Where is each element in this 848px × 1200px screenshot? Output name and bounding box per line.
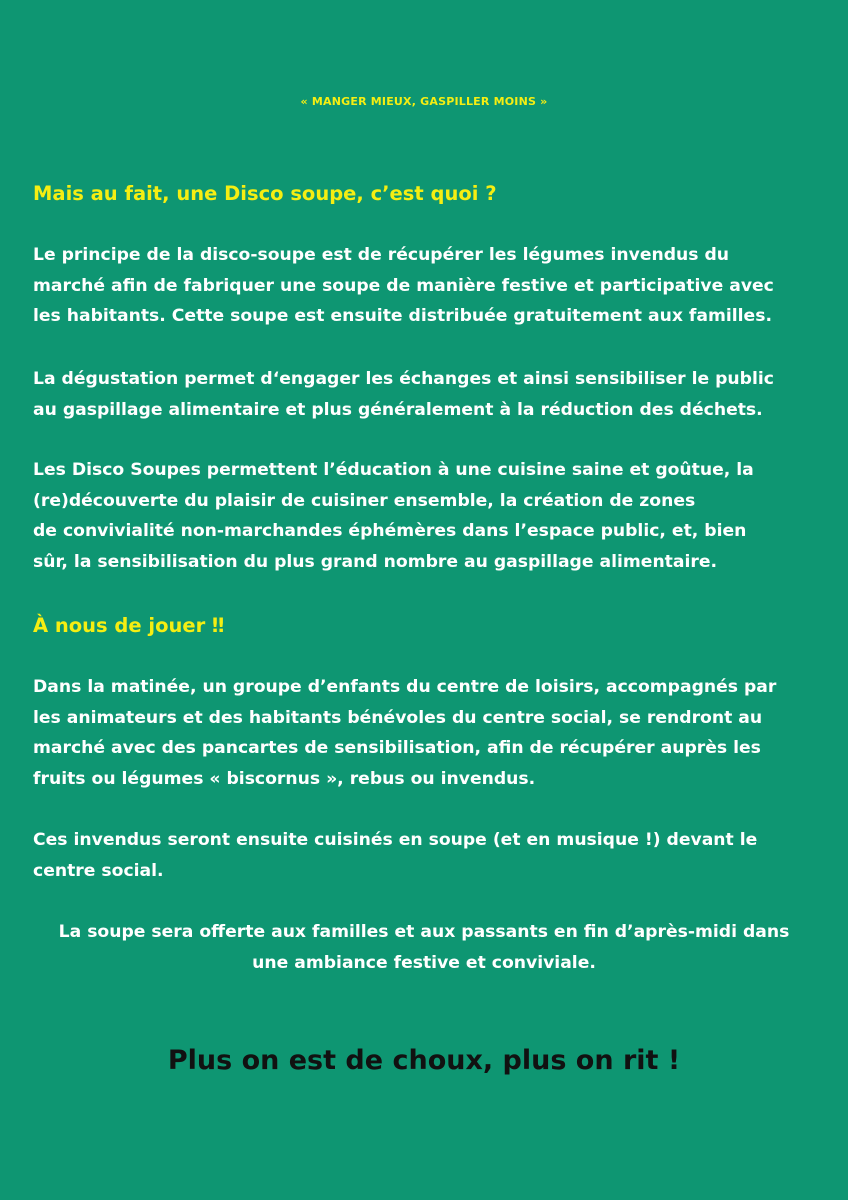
paragraph-cooking xyxy=(33,825,833,886)
paragraph-morning xyxy=(33,672,833,794)
text-line: de convivialité non-marchandes éphémères dans l’espace public, et, bien xyxy=(33,521,747,541)
section-heading-a-nous-de-jouer: À nous de jouer ‼ xyxy=(33,614,225,637)
text-line: au gaspillage alimentaire et plus généralement à la réduction des déchets. xyxy=(33,399,763,420)
paragraph-offer xyxy=(0,917,848,978)
text-line: Les Disco Soupes permettent l’éducation à une cuisine saine et goûtue, la xyxy=(33,460,754,480)
text-line: marché avec des pancartes de sensibilisation, afin de récupérer auprès les xyxy=(33,738,761,758)
text-line: Ces invendus seront ensuite cuisinés en soupe (et en musique !) devant le xyxy=(33,830,758,850)
text-line: La dégustation permet d‘engager les échanges et ainsi sensibiliser le public xyxy=(33,369,774,389)
paragraph-principle xyxy=(33,240,833,332)
text-line: sûr, la sensibilisation du plus grand nombre au gaspillage alimentaire. xyxy=(33,551,718,572)
paragraph-education xyxy=(33,455,833,577)
text-line: (re)découverte du plaisir de cuisiner ensemble, la création de zones xyxy=(33,490,696,511)
section-heading-disco-soupe: Mais au fait, une Disco soupe, c’est quoi ? xyxy=(33,182,497,205)
text-line: Le principe de la disco-soupe est de récupérer les légumes invendus du xyxy=(33,245,730,265)
text-line: une ambiance festive et conviviale. xyxy=(252,952,596,973)
page-title: « MANGER MIEUX, GASPILLER MOINS » xyxy=(300,95,548,108)
paragraph-tasting xyxy=(33,364,833,425)
text-line: La soupe sera offerte aux familles et aux passants en fin d’après-midi dans xyxy=(58,922,790,942)
text-line: marché afin de fabriquer une soupe de manière festive et participative avec xyxy=(33,275,774,296)
text-line: les animateurs et des habitants bénévoles du centre social, se rendront au xyxy=(33,707,763,728)
text-line: les habitants. Cette soupe est ensuite distribuée gratuitement aux familles. xyxy=(33,306,772,326)
slogan: Plus on est de choux, plus on rit ! xyxy=(167,1045,681,1076)
text-line: centre social. xyxy=(33,860,164,881)
text-line: Dans la matinée, un groupe d’enfants du centre de loisirs, accompagnés par xyxy=(33,677,777,697)
text-line: fruits ou légumes « biscornus », rebus ou invendus. xyxy=(33,768,536,789)
